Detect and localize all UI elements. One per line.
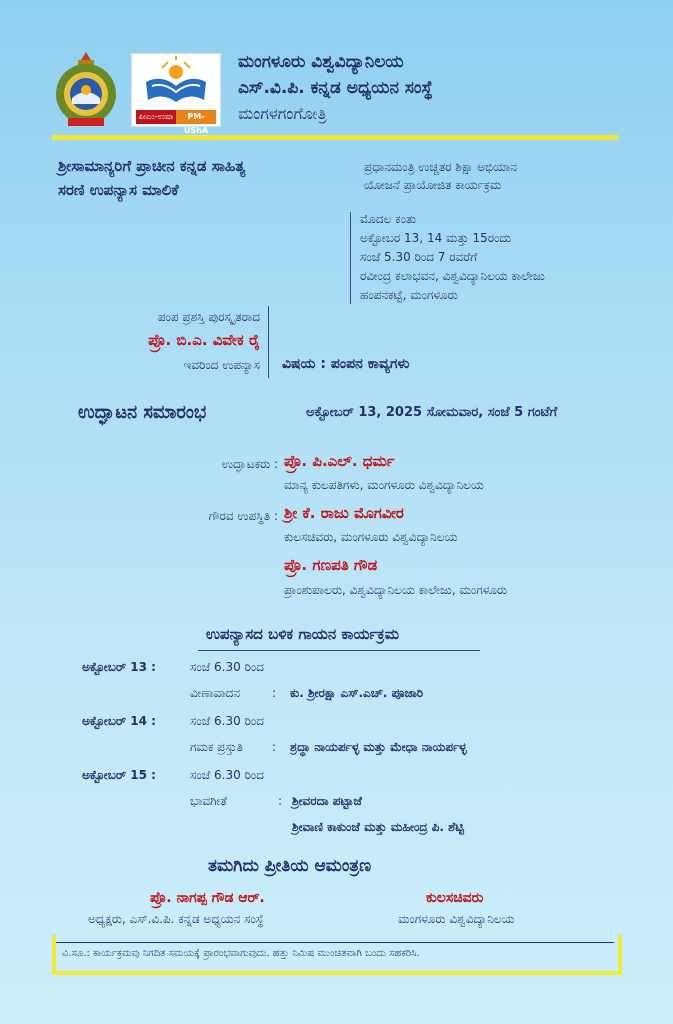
inaugurator-role: ಮಾನ್ಯ ಕುಲಪತಿಗಳು, ಮಂಗಳೂರು ವಿಶ್ವವಿದ್ಯಾನಿಲಯ — [284, 478, 484, 492]
schedule-venue2: ಹಂಪನಕಟ್ಟೆ, ಮಂಗಳೂರು — [360, 288, 458, 302]
guest1-role: ಕುಲಸಚಿವರು, ಮಂಗಳೂರು ವಿಶ್ವವಿದ್ಯಾನಿಲಯ — [284, 530, 458, 544]
pm-usha-kannada-label: ಪೀಎಂ-ಉಷಾ — [136, 110, 176, 124]
lecture-topic: ವಿಷಯ : ಪಂಪನ ಕಾವ್ಯಗಳು — [282, 356, 410, 372]
day2-time: ಸಂಜೆ 6.30 ರಿಂದ — [190, 714, 264, 728]
scheme-line1: ಪ್ರಧಾನಮಂತ್ರಿ ಉಚ್ಚತರ ಶಿಕ್ಷಾ ಅಭಿಯಾನ — [364, 160, 517, 174]
day1-date: ಅಕ್ಟೋಬರ್ 13 : — [82, 660, 156, 674]
day3-date: ಅಕ್ಟೋಬರ್ 15 : — [82, 768, 156, 782]
guest2-name: ಪ್ರೊ. ಗಣಪತಿ ಗೌಡ — [284, 556, 378, 574]
inaugurator-name: ಪ್ರೊ. ಪಿ.ಎಲ್. ಧರ್ಮ — [284, 452, 395, 470]
schedule-time: ಸಂಜೆ 5.30 ರಿಂದ 7 ರವರೆಗೆ — [360, 250, 478, 264]
speaker-name: ಪ್ರೊ. ಬಿ.ಎ. ವಿವೇಕ ರೈ — [148, 331, 260, 349]
schedule-dates: ಅಕ್ಟೋಬರ 13, 14 ಮತ್ತು 15ರಂದು — [360, 231, 511, 245]
signatory-right-role: ಮಂಗಳೂರು ವಿಶ್ವವಿದ್ಯಾನಿಲಯ — [398, 912, 515, 926]
day3-performer1: ಶ್ರೀವರದಾ ಪಟ್ಟಾಜೆ — [292, 794, 362, 808]
signatory-right-name: ಕುಲಸಚಿವರು — [426, 890, 484, 906]
music-title: ಉಪನ್ಯಾಸದ ಬಳಿಕ ಗಾಯನ ಕಾರ್ಯಕ್ರಮ — [206, 625, 399, 643]
day2-performer: ಶ್ರದ್ಧಾ ನಾಯರ್ಪಳ್ಳ ಮತ್ತು ಮೇಧಾ ನಾಯರ್ಪಳ್ಳ — [290, 740, 467, 754]
inauguration-datetime: ಅಕ್ಟೋಬರ್ 13, 2025 ಸೋಮವಾರ, ಸಂಜೆ 5 ಗಂಟೆಗೆ — [306, 405, 558, 420]
day2-date: ಅಕ್ಟೋಬರ್ 14 : — [82, 714, 156, 728]
schedule-venue1: ರವೀಂದ್ರ ಕಲಾಭವನ, ವಿಶ್ವವಿದ್ಯಾನಿಲಯ ಕಾಲೇಜು — [360, 269, 545, 283]
place-name: ಮಂಗಳಗಂಗೋತ್ರಿ — [238, 104, 327, 123]
speaker-divider — [268, 306, 269, 378]
signatory-left-name: ಪ್ರೊ. ನಾಗಪ್ಪ ಗೌಡ ಆರ್. — [150, 890, 265, 906]
day2-genre: ಗಮಕ ಪ್ರಸ್ತುತಿ — [190, 740, 243, 754]
inaugurator-label: ಉದ್ಘಾಟಕರು : — [221, 457, 278, 471]
day3-performer2: ಶ್ರೀವಾಣಿ ಕಾಕುಂಜೆ ಮತ್ತು ಮಹೀಂದ್ರ ಪಿ. ಶೆಟ್ಟಿ — [292, 820, 464, 834]
open-book-icon — [132, 56, 220, 108]
guest-label: ಗೌರವ ಉಪಸ್ಥಿತಿ : — [208, 509, 278, 523]
pm-usha-english-label: PM-UShA — [176, 110, 216, 124]
signatory-left-role: ಅಧ್ಯಕ್ಷರು, ಎಸ್.ವಿ.ಪಿ. ಕನ್ನಡ ಅಧ್ಯಯನ ಸಂಸ್ಥೆ — [88, 912, 264, 926]
day3-genre: ಭಾವಗೀತೆ — [190, 794, 227, 808]
university-name: ಮಂಗಳೂರು ವಿಶ್ವವಿದ್ಯಾನಿಲಯ — [238, 52, 404, 72]
note-divider — [56, 942, 614, 943]
day1-sep: : — [272, 686, 277, 700]
guest1-name: ಶ್ರೀ ಕೆ. ರಾಜು ಮೊಗವೀರ — [284, 504, 404, 522]
schedule-installment: ಮೊದಲ ಕಂತು — [360, 212, 417, 226]
institute-name: ಎಸ್.ವಿ.ಪಿ. ಕನ್ನಡ ಅಧ್ಯಯನ ಸಂಸ್ಥೆ — [238, 78, 433, 98]
music-title-underline — [198, 650, 480, 651]
header-divider — [52, 135, 618, 140]
schedule-divider — [350, 212, 351, 304]
day1-time: ಸಂಜೆ 6.30 ರಿಂದ — [190, 660, 264, 674]
speaker-award: ಪಂಪ ಪ್ರಶಸ್ತಿ ಪುರಸ್ಕೃತರಾದ — [157, 310, 260, 324]
invitation-text: ತಮಗಿದು ಪ್ರೀತಿಯ ಆಮಂತ್ರಣ — [208, 856, 372, 876]
footer-note: ವಿ.ಸೂ.: ಕಾರ್ಯಕ್ರಮವು ನಿಗದಿತ ಸಮಯಕ್ಕೆ ಪ್ರಾರಂಭವಾಗುವುದು. ಹತ್ತು ನಿಮಿಷ ಮುಂಚಿತವಾಗಿ ಬಂದು ಸಹಕರಿಸಿ. — [62, 948, 420, 959]
day1-performer: ಕು. ಶ್ರೀರಕ್ಷಾ ಎಸ್.ಎಚ್. ಪೂಜಾರಿ — [290, 686, 424, 700]
day3-sep: : — [278, 794, 283, 808]
speaker-by: ಇವರಿಂದ ಉಪನ್ಯಾಸ — [183, 358, 260, 372]
inauguration-title: ಉದ್ಘಾಟನ ಸಮಾರಂಭ — [78, 402, 207, 423]
series-title-line1: ಶ್ರೀಸಾಮಾನ್ಯರಿಗೆ ಪ್ರಾಚೀನ ಕನ್ನಡ ಸಾಹಿತ್ಯ — [58, 157, 246, 175]
day3-time: ಸಂಜೆ 6.30 ರಿಂದ — [190, 768, 264, 782]
day1-genre: ವೀಣಾವಾದನ — [190, 686, 241, 700]
series-title-line2: ಸರಣಿ ಉಪನ್ಯಾಸ ಮಾಲಿಕೆ — [58, 181, 179, 199]
pm-usha-logo — [131, 53, 221, 135]
university-emblem — [50, 50, 122, 128]
guest2-role: ಪ್ರಾಂಶುಪಾಲರು, ವಿಶ್ವವಿದ್ಯಾನಿಲಯ ಕಾಲೇಜು, ಮಂಗಳೂರು — [284, 583, 508, 597]
emblem-icon — [50, 50, 122, 128]
scheme-line2: ಯೋಜನೆ ಪ್ರಾಯೋಜಿತ ಕಾರ್ಯಕ್ರಮ — [364, 178, 502, 192]
day2-sep: : — [272, 740, 277, 754]
